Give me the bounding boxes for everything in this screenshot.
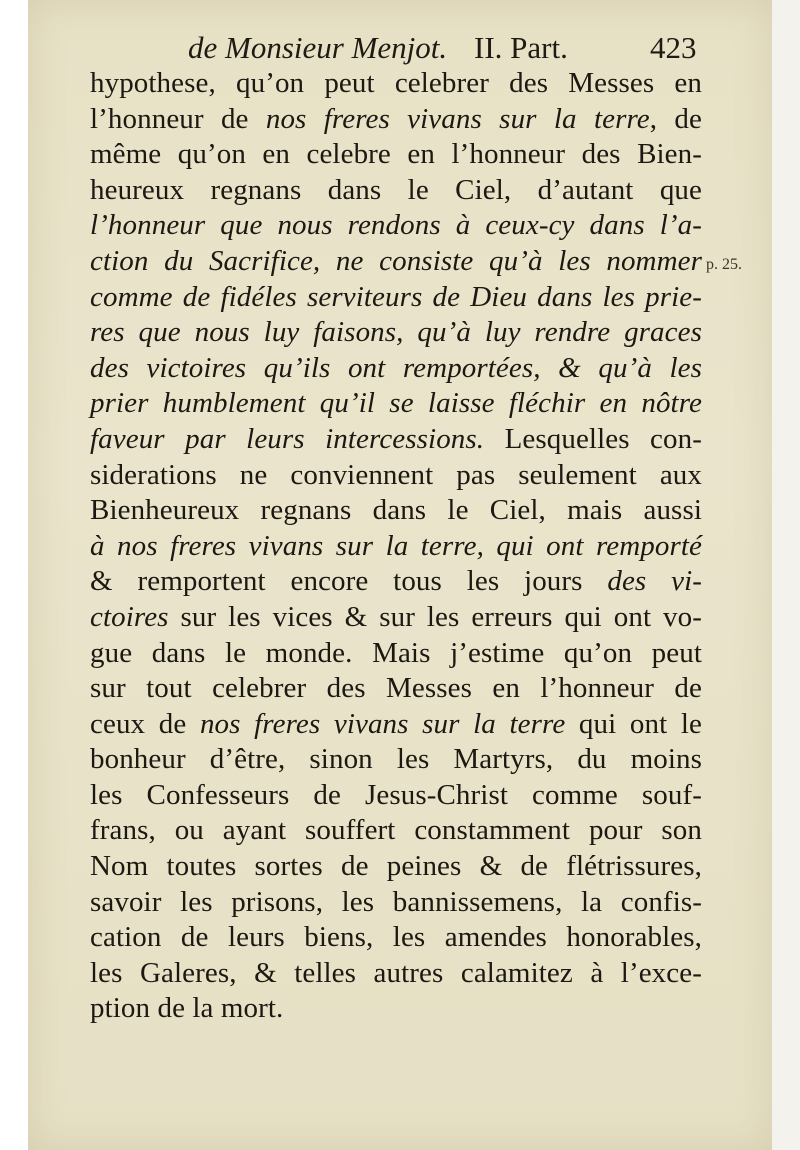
roman-text: hypothese, qu’on peut celebrer des Messes en — [90, 67, 702, 99]
text-line — [90, 315, 702, 351]
body-text — [90, 66, 702, 1027]
roman-text: heureux regnans dans le Ciel, d’autant que — [90, 173, 702, 206]
italic-text: res que nous luy faisons, qu’à luy rendre graces — [90, 316, 702, 349]
text-line — [90, 102, 702, 138]
italic-text: l’honneur que nous rendons à ceux-cy dans l’a- — [90, 209, 702, 242]
italic-text: prier humblement qu’il se laisse fléchir en nôtre — [90, 387, 702, 420]
text-line — [90, 208, 702, 244]
page-number: 423 — [650, 30, 697, 65]
text-line — [90, 956, 702, 992]
text-line — [90, 66, 702, 102]
text-line — [90, 742, 702, 778]
page-header — [188, 30, 718, 70]
text-line — [90, 600, 702, 636]
text-line — [90, 386, 702, 422]
margin-note: p. 25. — [706, 256, 742, 273]
roman-text: siderations ne conviennent pas seulement aux — [90, 458, 702, 491]
roman-text: savoir les prisons, les bannissemens, la confis- — [90, 885, 702, 918]
italic-text: à nos freres vivans sur la terre, qui ont remporté — [90, 529, 702, 562]
roman-text: gue dans le monde. Mais j’estime qu’on peut — [90, 636, 702, 669]
italic-text: nos freres vivans sur la terre — [265, 102, 650, 135]
text-line — [90, 280, 702, 316]
roman-text: l’honneur de — [90, 102, 266, 135]
roman-text: Lesquelles con- — [484, 422, 702, 455]
text-line — [90, 458, 702, 494]
text-line — [90, 351, 702, 387]
italic-text: des vi- — [607, 565, 702, 598]
text-line — [90, 778, 702, 814]
roman-text: cation de leurs biens, les amendes honorables, — [90, 921, 702, 954]
roman-text: bonheur d’être, sinon les Martyrs, du moins — [90, 743, 702, 776]
roman-text: , de — [649, 102, 702, 135]
roman-text: qui ont le — [565, 707, 702, 740]
italic-text: ction du Sacrifice, ne consiste qu’à les nommer — [90, 244, 702, 277]
text-line — [90, 885, 702, 921]
text-line — [90, 173, 702, 209]
italic-text: comme de fidéles serviteurs de Dieu dans les prie- — [90, 280, 702, 313]
part-label: II. Part. — [474, 30, 568, 65]
roman-text: Bienheureux regnans dans le Ciel, mais aussi — [90, 494, 702, 527]
text-line — [90, 813, 702, 849]
text-line — [90, 422, 702, 458]
roman-text: frans, ou ayant souffert constamment pour son — [90, 814, 702, 847]
roman-text: ceux de — [90, 707, 200, 740]
running-title: de Monsieur Menjot. — [188, 30, 448, 65]
roman-text: même qu’on en celebre en l’honneur des Bien- — [90, 138, 702, 171]
text-line — [90, 991, 702, 1027]
roman-text: les Confesseurs de Jesus-Christ comme souf- — [90, 778, 702, 811]
text-line — [90, 137, 702, 173]
italic-text: faveur par leurs intercessions. — [90, 422, 485, 455]
text-line — [90, 849, 702, 885]
text-line — [90, 493, 702, 529]
text-line — [90, 244, 702, 280]
roman-text: sur tout celebrer des Messes en l’honneur de — [90, 672, 702, 705]
roman-text: sur les vices & sur les erreurs qui ont vo- — [168, 600, 702, 633]
roman-text: ption de la mort. — [90, 992, 284, 1025]
roman-text: & remportent encore tous les jours — [90, 565, 608, 598]
italic-text: ctoires — [90, 600, 169, 633]
text-line — [90, 529, 702, 565]
italic-text: nos freres vivans sur la terre — [199, 707, 566, 740]
text-line — [90, 920, 702, 956]
text-line — [90, 707, 702, 743]
text-line — [90, 636, 702, 672]
text-line — [90, 671, 702, 707]
roman-text: Nom toutes sortes de peines & de flétrissures, — [90, 850, 702, 883]
page-edge — [772, 0, 800, 1150]
italic-text: des victoires qu’ils ont remportées, & qu’à les — [90, 351, 702, 384]
book-page — [28, 0, 773, 1150]
text-line — [90, 564, 702, 600]
roman-text: les Galeres, & telles autres calamitez à l’exce- — [90, 956, 702, 989]
